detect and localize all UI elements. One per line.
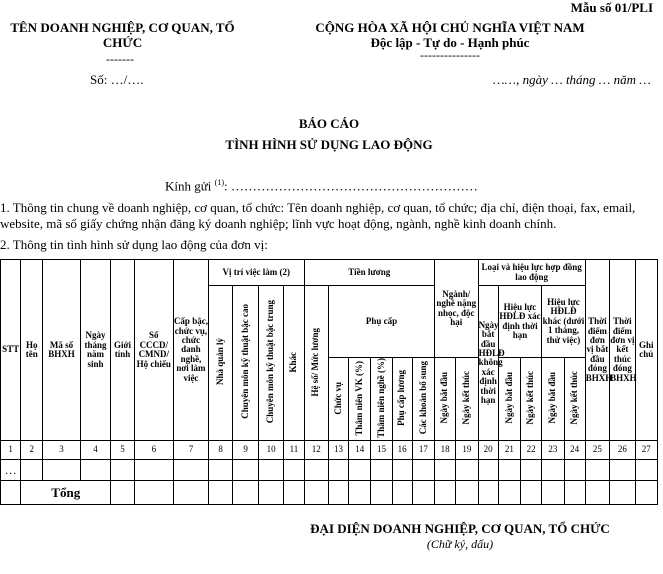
col-stt: STT <box>1 260 21 441</box>
org-name-line2: CHỨC <box>102 35 143 50</box>
col-nghe-ket-thuc <box>456 358 478 441</box>
col-khac-ket-thuc-label: Ngày kết thúc <box>568 371 579 425</box>
column-number-row <box>1 441 658 460</box>
col-number: 1 <box>1 441 21 460</box>
col-number: 10 <box>258 441 283 460</box>
col-pc-tham-nien-nghe-label: Thâm niên nghề (%) <box>375 358 386 438</box>
document-number: Số: …/…. <box>90 72 144 87</box>
col-number: 13 <box>328 441 348 460</box>
col-pc-bo-sung-label: Các khoản bổ sung <box>417 361 428 435</box>
col-thoi-diem-bat-dau: Thời điểm đơn vị bắt đầu đóng BHXH <box>585 260 609 441</box>
col-pc-luong-label: Phụ cấp lương <box>396 369 407 426</box>
org-divider: ------- <box>106 52 134 66</box>
col-cmkt-bac-cao-label: Chuyên môn kỹ thuật bậc cao <box>239 304 250 420</box>
col-nghe-bat-dau <box>435 358 456 441</box>
section-1-text: 1. Thông tin chung về doanh nghiệp, cơ quan, tổ chức: Tên doanh nghiệp, cơ quan, tổ chức; địa chỉ, điện thoại, fax, email, website, mã số giấy chứng nhận đăng ký doanh nghiệp; lĩnh vực hoạt động, ngành, nghề kinh doanh chính. <box>0 200 636 231</box>
col-pc-chuc-vu-label: Chức vụ <box>332 381 343 415</box>
col-number: 8 <box>208 441 232 460</box>
org-name <box>0 20 245 50</box>
total-row <box>1 481 658 505</box>
col-nghe-bat-dau-label: Ngày bắt đầu <box>439 372 450 424</box>
col-xd-ket-thuc-label: Ngày kết thúc <box>525 371 536 425</box>
col-nha-quan-ly <box>208 286 232 441</box>
org-name-line1: TÊN DOANH NGHIỆP, CƠ QUAN, TỔ <box>10 20 235 35</box>
group-nganh-nghe: Ngành/ nghề nặng nhọc, độc hại <box>435 260 479 358</box>
group-hd-xac-dinh: Hiệu lực HĐLĐ xác định thời hạn <box>498 286 542 358</box>
addressee-sup: (1) <box>214 178 224 187</box>
col-number: 26 <box>610 441 635 460</box>
nation-divider: --------------- <box>420 48 480 62</box>
col-he-so-muc-luong-label: Hệ số/ Mức lương <box>310 327 321 397</box>
col-xd-ket-thuc <box>521 358 542 441</box>
col-number: 16 <box>392 441 412 460</box>
col-ngay-sinh: Ngày tháng năm sinh <box>80 260 111 441</box>
col-number: 25 <box>585 441 609 460</box>
col-xd-bat-dau-label: Ngày bắt đầu <box>503 372 514 424</box>
signature-title: ĐẠI DIỆN DOANH NGHIỆP, CƠ QUAN, TỔ CHỨC <box>310 521 610 536</box>
nation-motto: Độc lập - Tự do - Hạnh phúc <box>370 35 530 50</box>
col-number: 6 <box>134 441 173 460</box>
row-ellipsis: … <box>1 460 21 481</box>
col-cap-bac: Cấp bậc, chức vụ, chức danh nghề, nơi làm việc <box>173 260 208 441</box>
col-khac-label: Khác <box>288 351 299 373</box>
col-khac-bat-dau-label: Ngày bắt đầu <box>547 372 558 424</box>
col-number: 7 <box>173 441 208 460</box>
col-ma-so-bhxh: Mã số BHXH <box>43 260 80 441</box>
col-xd-bat-dau <box>498 358 520 441</box>
col-khac <box>284 286 304 441</box>
group-phu-cap: Phụ cấp <box>328 286 434 358</box>
col-number: 11 <box>284 441 304 460</box>
col-number: 20 <box>478 441 498 460</box>
col-number: 14 <box>349 441 371 460</box>
col-cmkt-bac-trung-label: Chuyên môn kỹ thuật bậc trung <box>265 300 276 424</box>
document-date: ……, ngày … tháng … năm … <box>493 72 651 87</box>
col-khong-xac-dinh: Ngày bắt đầu HĐLĐ không xác định thời hạn <box>478 286 498 441</box>
col-pc-tham-nien-nghe <box>371 358 392 441</box>
nation-title: CỘNG HÒA XÃ HỘI CHỦ NGHĨA VIỆT NAM <box>315 20 585 35</box>
report-title: BÁO CÁO <box>298 116 360 131</box>
form-code: Mẫu số 01/PLI <box>570 0 653 15</box>
signature-note: (Chữ ký, dấu) <box>426 537 494 551</box>
col-number: 17 <box>412 441 434 460</box>
col-number: 4 <box>80 441 111 460</box>
col-number: 3 <box>43 441 80 460</box>
table-row <box>1 460 658 481</box>
col-number: 24 <box>564 441 585 460</box>
col-thoi-diem-ket-thuc: Thời điểm đơn vị kết thúc đóng BHXH <box>610 260 635 441</box>
col-ghi-chu: Ghi chú <box>635 260 657 441</box>
col-nha-quan-ly-label: Nhà quản lý <box>214 338 225 386</box>
col-number: 2 <box>21 441 43 460</box>
col-gioi-tinh: Giới tính <box>111 260 134 441</box>
col-pc-bo-sung <box>412 358 434 441</box>
col-cmkt-bac-trung <box>258 286 283 441</box>
section-2-text: 2. Thông tin tình hình sử dụng lao động của đơn vị: <box>0 237 268 252</box>
col-number: 12 <box>304 441 328 460</box>
addressee-dots: : ………………………………………………… <box>224 178 478 194</box>
col-pc-tham-nien-vk <box>349 358 371 441</box>
group-tien-luong: Tiền lương <box>304 260 435 286</box>
group-vi-tri-viec-lam: Vị trí việc làm (2) <box>208 260 304 286</box>
col-khac-ket-thuc <box>564 358 585 441</box>
total-label: Tổng <box>21 481 111 505</box>
col-ho-ten: Họ tên <box>21 260 43 441</box>
col-number: 15 <box>371 441 392 460</box>
addressee-label: Kính gửi <box>165 178 212 194</box>
addressee <box>165 178 478 194</box>
report-subtitle: TÌNH HÌNH SỬ DỤNG LAO ĐỘNG <box>225 137 433 152</box>
col-number: 19 <box>456 441 478 460</box>
col-number: 9 <box>233 441 258 460</box>
col-he-so-muc-luong <box>304 286 328 441</box>
group-hd-khac: Hiệu lực HĐLĐ khác (dưới 1 tháng, thử việc) <box>542 286 586 358</box>
col-number: 27 <box>635 441 657 460</box>
col-number: 23 <box>542 441 564 460</box>
col-pc-chuc-vu <box>328 358 348 441</box>
labor-usage-table <box>0 259 658 505</box>
col-number: 21 <box>498 441 520 460</box>
col-nghe-ket-thuc-label: Ngày kết thúc <box>461 371 472 425</box>
col-number: 18 <box>435 441 456 460</box>
col-khac-bat-dau <box>542 358 564 441</box>
col-number: 22 <box>521 441 542 460</box>
col-number: 5 <box>111 441 134 460</box>
group-loai-hop-dong: Loại và hiệu lực hợp đồng lao động <box>478 260 585 286</box>
col-pc-luong <box>392 358 412 441</box>
col-pc-tham-nien-vk-label: Thâm niên VK (%) <box>353 360 364 436</box>
col-cmkt-bac-cao <box>233 286 258 441</box>
col-cccd: Số CCCD/ CMND/ Hộ chiếu <box>134 260 173 441</box>
